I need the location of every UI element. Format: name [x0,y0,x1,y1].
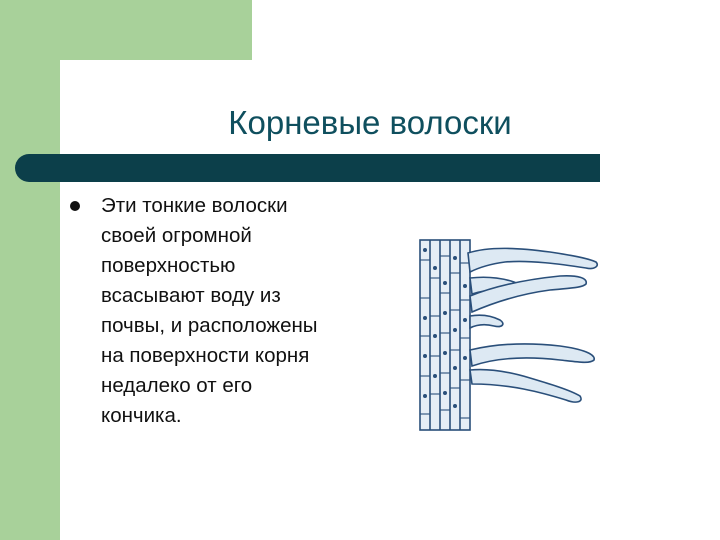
decor-green-left [0,60,60,540]
body-line: недалеко от его [101,374,253,397]
body-line: почвы, и расположены [101,314,318,337]
decor-corner [60,60,100,100]
body-text [101,191,371,431]
body-line: своей огромной [101,224,252,247]
body-line: кончика. [101,404,182,427]
root-hairs-illustration [410,238,610,433]
body-line: Эти тонкие волоски [101,194,288,217]
body-line: поверхностью [101,254,236,277]
title-underline-bar [15,154,600,182]
body-line: на поверхности корня [101,344,310,367]
decor-green-top [0,0,252,60]
slide-title: Корневые волоски [228,104,512,141]
body-line: всасывают воду из [101,284,281,307]
bullet-icon [70,201,80,211]
